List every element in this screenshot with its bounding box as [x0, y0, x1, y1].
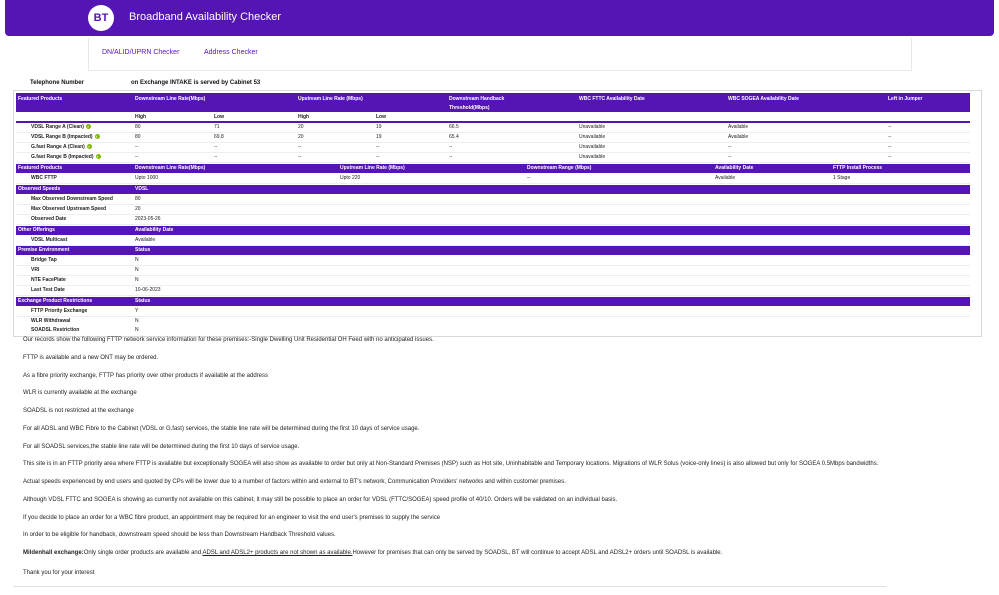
row-label: Bridge Tap [31, 257, 57, 263]
table-row [16, 153, 970, 163]
col-upstream-low: Low [376, 114, 386, 120]
col-downstream-line-rate: Downstream Line Rate(Mbps) [135, 165, 206, 171]
table-row [16, 195, 970, 205]
cell-value: Unavailable [579, 144, 606, 150]
col-upstream-line-rate: Upstream Line Rate (Mbps) [340, 165, 405, 171]
cell-value: -- [527, 175, 531, 181]
note-underlined-text: ADSL and ADSL2+ products are not shown as available. [202, 550, 353, 556]
info-icon[interactable] [86, 124, 91, 129]
cell-value: -- [135, 144, 139, 150]
row-label: Observed Date [31, 216, 67, 222]
cell-value: 19 [376, 124, 382, 130]
note-text: Actual speeds experienced by end users and quoted by CPs will be lower due to a number of factors within and external to BT's network, Communication Providers' networks and within customer premises. [23, 479, 566, 485]
note-text: FTTP is available and a new ONT may be ordered. [23, 355, 159, 361]
row-label: FTTP Priority Exchange [31, 308, 88, 314]
row-label: VRI [31, 267, 40, 273]
table-row [16, 123, 970, 133]
table-row [16, 276, 970, 286]
cell-value: -- [728, 154, 732, 160]
note-text: Only single order products are available and [83, 550, 203, 556]
cell-value: -- [214, 154, 218, 160]
app-title: Broadband Availability Checker [129, 11, 282, 23]
mildenhall-note [23, 550, 722, 556]
note-text: This site is in an FTTP priority area where FTTP is available but exceptionally SOGEA will also show as available to order but only at Non-Standard Premises (NSP) such as Hot site, Uninhabitable and Temporary locations. Migrations of WLR Solus (voice-only lines) is also allowed but only for SOGEA 0.5Mbps bandwidths. [23, 461, 879, 467]
row-label: SOADSL Restriction [31, 327, 80, 333]
footer-divider [13, 586, 887, 587]
cell-value: Unavailable [579, 124, 606, 130]
row-label: Max Observed Upstream Speed [31, 206, 107, 212]
cell-value: Unavailable [579, 134, 606, 140]
cell-value: -- [449, 144, 453, 150]
col-downstream-high: High [135, 114, 147, 120]
col-left-in-jumper: Left in Jumper [888, 96, 923, 102]
cell-value: Unavailable [579, 154, 606, 160]
col-downstream-low: Low [214, 114, 224, 120]
exchange-restrictions-header [16, 297, 970, 306]
note-text: For all ADSL and WBC Fibre to the Cabinet (VDSL or G.fast) services, the stable line rate will be determined during the first 10 days of service usage. [23, 426, 420, 432]
col-downstream-range: Downstream Range (Mbps) [527, 165, 592, 171]
cell-value: 80 [135, 134, 141, 140]
cell-value: Available [715, 175, 736, 181]
cell-value: -- [888, 134, 892, 140]
cell-value: Y [135, 308, 139, 314]
cell-value: N [135, 318, 139, 324]
cell-value: 65.4 [449, 134, 459, 140]
cell-value: -- [298, 154, 302, 160]
table-row [16, 236, 970, 246]
mildenhall-label: Mildenhall exchange: [23, 550, 84, 556]
observed-speeds-header [16, 185, 970, 194]
note-text: WLR is currently available at the exchange [23, 390, 137, 396]
cell-value: -- [376, 154, 380, 160]
cell-value: -- [888, 144, 892, 150]
cell-value: -- [888, 124, 892, 130]
col-upstream-high: High [298, 114, 310, 120]
col-status: Status [135, 298, 151, 304]
cell-value: 20 [298, 134, 304, 140]
cell-value: 20 [135, 206, 141, 212]
cell-value: N [135, 327, 139, 333]
col-wbc-fttc-availability: WBC FTTC Availability Date [579, 96, 645, 102]
col-upstream-line-rate: Upstream Line Rate (Mbps) [298, 96, 363, 102]
col-wbc-sogea-availability: WBC SOGEA Availability Date [728, 96, 799, 102]
table-row [16, 174, 970, 184]
cell-value: 20 [298, 124, 304, 130]
col-other-offerings: Other Offerings [18, 227, 55, 233]
col-premise-environment: Premise Environment [18, 247, 70, 253]
other-offerings-header [16, 226, 970, 235]
info-icon[interactable] [95, 134, 100, 139]
info-icon[interactable] [96, 154, 101, 159]
table-row [16, 256, 970, 266]
product-name: VDSL Range A (Clean) [31, 124, 84, 130]
info-icon[interactable] [87, 144, 92, 149]
cell-value: 80 [135, 124, 141, 130]
cell-value: -- [135, 154, 139, 160]
cell-value: N [135, 257, 139, 263]
table-row [16, 133, 970, 143]
row-label: Last Test Date [31, 287, 65, 293]
cell-value: 1 Stage [833, 175, 851, 181]
col-availability-date: Availability Date [715, 165, 754, 171]
col-downstream-line-rate: Downstream Line Rate(Mbps) [135, 96, 206, 102]
col-featured-products: Featured Products [18, 96, 63, 102]
product-name: G.fast Range B (Impacted) [31, 154, 94, 160]
thank-you-text: Thank you for your interest [23, 570, 95, 576]
col-status: Status [135, 247, 151, 253]
telephone-number-label: Telephone Number [30, 80, 84, 86]
note-text: As a fibre priority exchange, FTTP has priority over other products if available at the address [23, 373, 269, 379]
cell-value: Upto 1000 [135, 175, 159, 181]
cell-value: -- [449, 154, 453, 160]
cell-value: Available [135, 237, 156, 243]
cell-value: 10-06-2023 [135, 287, 161, 293]
cell-value: Available [728, 134, 749, 140]
note-text: Our records show the following FTTP network service information for these premises:-Single Dwelling Unit Residential OH Feed with no anticipated issues. [23, 337, 434, 343]
col-exchange-product-restrictions: Exchange Product Restrictions [18, 298, 93, 304]
col-availability-date: Availability Date [135, 227, 174, 233]
table-row [16, 205, 970, 215]
col-featured-products: Featured Products [18, 165, 63, 171]
tab-dn-alid-uprn-checker[interactable]: DN/ALID/UPRN Checker [102, 49, 180, 56]
row-label: VDSL Multicast [31, 237, 68, 243]
cell-value: 69.8 [214, 134, 224, 140]
premise-environment-header [16, 246, 970, 255]
cell-value: N [135, 277, 139, 283]
col-downstream-handback-threshold: Downstream Handback Threshold(Mbps) [449, 96, 505, 111]
row-label: WLR Withdrawal [31, 318, 71, 324]
note-text: SOADSL is not restricted at the exchange [23, 408, 134, 414]
row-label: NTE FacePlate [31, 277, 66, 283]
cell-value: 80 [135, 196, 141, 202]
table-row [16, 266, 970, 276]
fttp-header [16, 164, 970, 173]
cell-value: 66.5 [449, 124, 459, 130]
exchange-cabinet-text: on Exchange INTAKE is served by Cabinet 53 [131, 80, 261, 86]
table-row [16, 307, 970, 317]
col-fttp-install-process: FTTP Install Process [833, 165, 883, 171]
cell-value: 19 [376, 134, 382, 140]
table-row [16, 215, 970, 225]
cell-value: Available [728, 124, 749, 130]
note-text: For all SOADSL services,the stable line rate will be determined during the first 10 days of service usage. [23, 444, 300, 450]
col-vdsl: VDSL [135, 186, 149, 192]
product-name: WBC FTTP [31, 175, 57, 181]
featured-subheader-row [16, 113, 970, 121]
cell-value: -- [214, 144, 218, 150]
cell-value: Upto 220 [340, 175, 361, 181]
note-text: Although VDSL FTTC and SOGEA is showing as currently not available on this cabinet, it may still be possible to place an order for VDSL (FTTC/SOGEA) speed profile of 40/10. Orders will be validated on an individual basis. [23, 497, 618, 503]
row-label: Max Observed Downstream Speed [31, 196, 113, 202]
note-text: However for premises that can only be served by SOADSL, BT will continue to accept ADSL and ADSL2+ orders until SOADSL is available. [352, 550, 723, 556]
table-row [16, 143, 970, 153]
cell-value: -- [728, 144, 732, 150]
featured-products-header [16, 93, 970, 112]
bt-logo: BT [88, 5, 114, 31]
tab-address-checker[interactable]: Address Checker [204, 49, 258, 56]
cell-value: N [135, 267, 139, 273]
cell-value: -- [298, 144, 302, 150]
product-name: VDSL Range B (Impacted) [31, 134, 93, 140]
cell-value: 2023-05-26 [135, 216, 161, 222]
note-text: In order to be eligible for handback, downstream speed should be less than Downstream Handback Threshold values. [23, 532, 336, 538]
table-row [16, 326, 970, 335]
col-observed-speeds: Observed Speeds [18, 186, 61, 192]
app-header [5, 0, 994, 36]
note-text: If you decide to place an order for a WBC fibre product, an appointment may be required for an engineer to visit the end user's premises to supply the service [23, 515, 441, 521]
table-row [16, 286, 970, 296]
checker-tabs [88, 38, 912, 71]
cell-value: -- [888, 154, 892, 160]
cell-value: -- [376, 144, 380, 150]
cell-value: 71 [214, 124, 220, 130]
product-name: G.fast Range A (Clean) [31, 144, 85, 150]
